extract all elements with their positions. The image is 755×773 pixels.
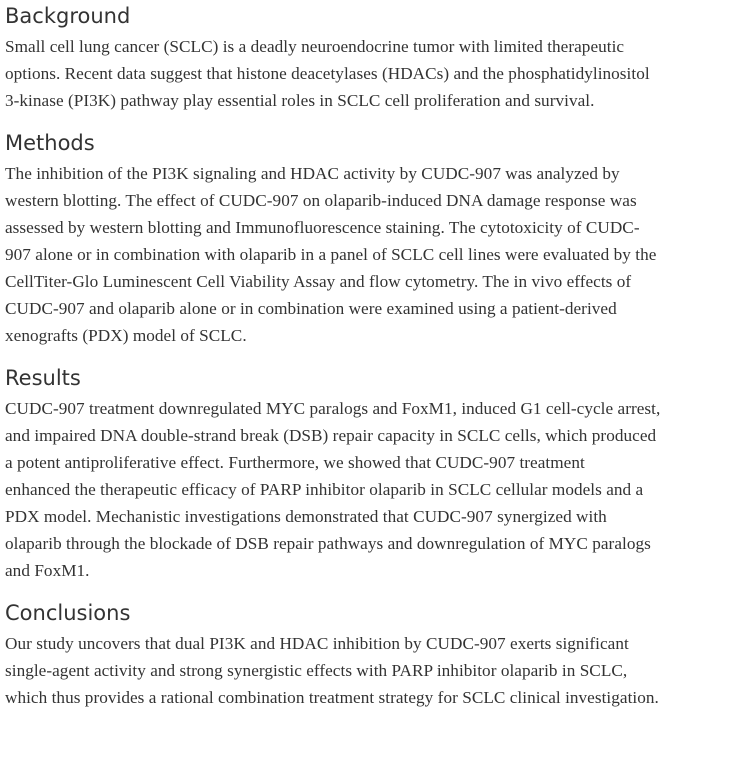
- text-line: Small cell lung cancer (SCLC) is a deadly neuroendocrine tumor with limited therapeutic: [5, 37, 625, 56]
- section-body: [5, 160, 753, 349]
- text-line: western blotting. The effect of CUDC-907 on olaparib-induced DNA damage response was: [5, 191, 637, 210]
- text-line: and FoxM1.: [5, 561, 90, 580]
- text-line: and impaired DNA double-strand break (DSB) repair capacity in SCLC cells, which produced: [5, 426, 657, 445]
- section-body: [5, 33, 753, 114]
- section-methods: [5, 127, 753, 349]
- section-heading: Conclusions: [5, 601, 131, 625]
- text-line: xenografts (PDX) model of SCLC.: [5, 326, 247, 345]
- text-line: assessed by western blotting and Immunofluorescence staining. The cytotoxicity of CUDC-: [5, 218, 640, 237]
- text-line: CUDC-907 treatment downregulated MYC paralogs and FoxM1, induced G1 cell-cycle arrest,: [5, 399, 661, 418]
- text-line: 907 alone or in combination with olaparib in a panel of SCLC cell lines were evaluated by the: [5, 245, 657, 264]
- section-background: [5, 0, 753, 114]
- text-line: Our study uncovers that dual PI3K and HDAC inhibition by CUDC-907 exerts significant: [5, 634, 629, 653]
- section-results: [5, 362, 753, 584]
- section-conclusions: [5, 597, 753, 711]
- text-line: The inhibition of the PI3K signaling and HDAC activity by CUDC-907 was analyzed by: [5, 164, 620, 183]
- text-line: single-agent activity and strong synergistic effects with PARP inhibitor olaparib in SCLC,: [5, 661, 628, 680]
- text-line: options. Recent data suggest that histone deacetylases (HDACs) and the phosphatidylinositol: [5, 64, 650, 83]
- text-line: enhanced the therapeutic efficacy of PARP inhibitor olaparib in SCLC cellular models and a: [5, 480, 644, 499]
- section-heading: Results: [5, 366, 81, 390]
- text-line: 3-kinase (PI3K) pathway play essential roles in SCLC cell proliferation and survival.: [5, 91, 595, 110]
- section-body: [5, 630, 753, 711]
- abstract: [5, 0, 753, 711]
- text-line: a potent antiproliferative effect. Furthermore, we showed that CUDC-907 treatment: [5, 453, 585, 472]
- section-body: [5, 395, 753, 584]
- text-line: olaparib through the blockade of DSB repair pathways and downregulation of MYC paralogs: [5, 534, 651, 553]
- text-line: CellTiter-Glo Luminescent Cell Viability Assay and flow cytometry. The in vivo effects of: [5, 272, 632, 291]
- text-line: CUDC-907 and olaparib alone or in combination were examined using a patient-derived: [5, 299, 617, 318]
- section-heading: Methods: [5, 131, 95, 155]
- text-line: which thus provides a rational combination treatment strategy for SCLC clinical investigation.: [5, 688, 659, 707]
- text-line: PDX model. Mechanistic investigations demonstrated that CUDC-907 synergized with: [5, 507, 607, 526]
- section-heading: Background: [5, 4, 131, 28]
